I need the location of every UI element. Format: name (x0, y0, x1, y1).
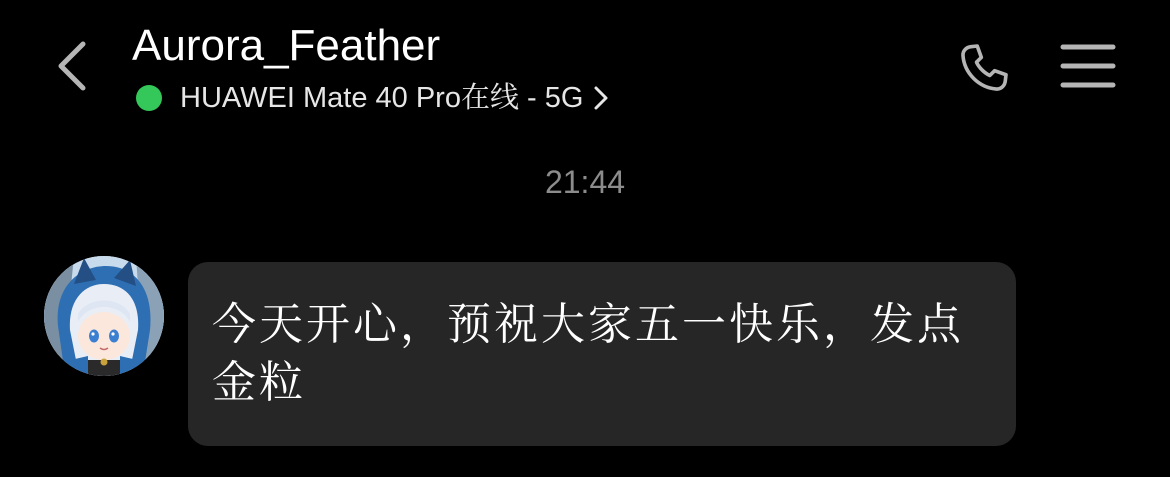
online-dot-icon (136, 85, 162, 111)
contact-name[interactable]: Aurora_Feather (132, 21, 441, 70)
menu-icon (1060, 42, 1116, 90)
device-status[interactable] (136, 80, 609, 116)
chevron-right-icon (593, 85, 609, 111)
device-status-text: HUAWEI Mate 40 Pro在线 - 5G (180, 82, 584, 114)
chat-header (0, 0, 1170, 130)
phone-icon (955, 39, 1013, 97)
message-bubble[interactable] (188, 262, 1016, 446)
message-text: 今天开心，预祝大家五一快乐，发点金粒 (212, 300, 964, 407)
voice-call-button[interactable] (952, 36, 1016, 100)
chevron-left-icon (53, 38, 93, 94)
more-menu-button[interactable] (1056, 38, 1120, 94)
message-timestamp: 21:44 (544, 164, 626, 200)
back-button[interactable] (50, 38, 96, 94)
avatar[interactable] (44, 256, 164, 376)
message-item (0, 250, 1170, 460)
